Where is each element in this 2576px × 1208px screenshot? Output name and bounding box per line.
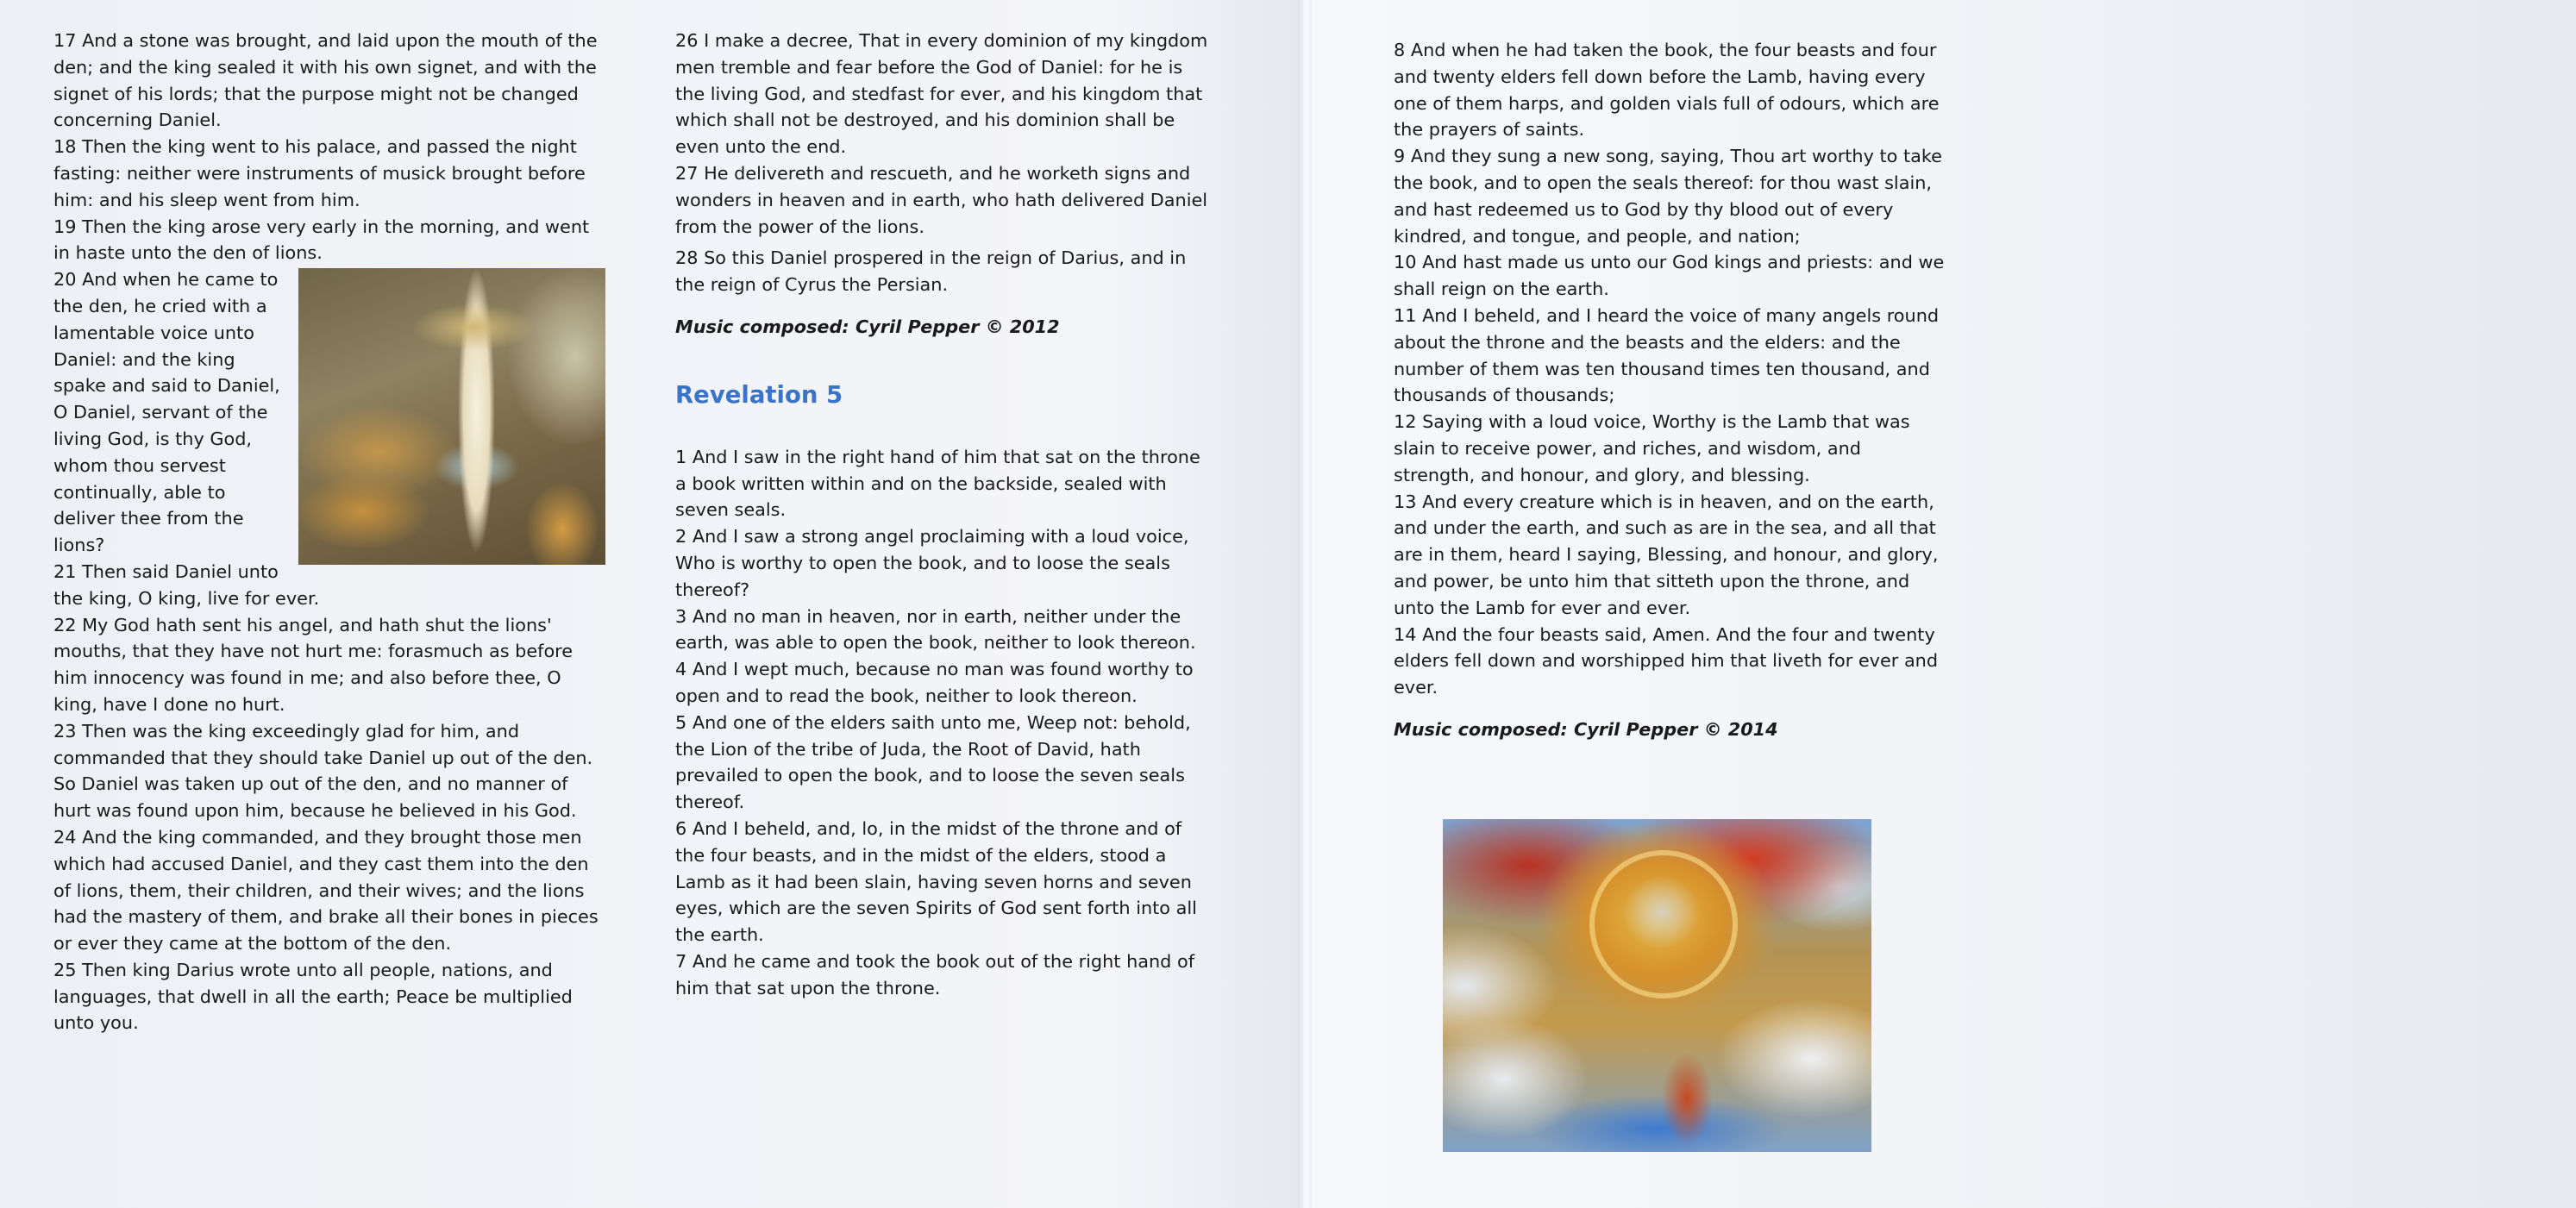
verse-28: 28 So this Daniel prospered in the reign of Darius, and in the reign of Cyrus the Persian. — [675, 247, 1187, 296]
rev-verse-1: 1 And I saw in the right hand of him that sat on the throne a book written within and on the backside, sealed with seven seals. — [675, 446, 1200, 521]
verse-22: 22 My God hath sent his angel, and hath shut the lions' mouths, that they have not hurt me: forasmuch as before him innocency was found in me; and also before thee, O king, have I done no hurt. — [53, 614, 573, 715]
daniel-revelation-column — [675, 28, 1210, 1002]
rev-verse-8: 8 And when he had taken the book, the four beasts and four and twenty elders fell down before the Lamb, having every one of them harps, and golden vials full of odours, which are the prayers of saints. — [1394, 40, 1940, 141]
verse-21: 21 Then said Daniel unto the king, O king, live for ever. — [53, 560, 320, 609]
verse-20: 20 And when he came to the den, he cried with a lamentable voice unto Daniel: and the king spake and said to Daniel, O Daniel, servant of the living God, is thy God, whom thou servest continually, able to deliver thee from the lions? — [53, 269, 280, 556]
verse-23: 23 Then was the king exceedingly glad for him, and commanded that they should take Daniel up out of the den. So Daniel was taken up out of the den, and no manner of hurt was found upon him, because he believed in his God. — [53, 720, 593, 822]
verse-25: 25 Then king Darius wrote unto all people, nations, and languages, that dwell in all the earth; Peace be multiplied unto you. — [53, 959, 573, 1034]
throne-worship-illustration — [1443, 819, 1871, 1152]
halo-arc — [1589, 850, 1738, 998]
rev-verse-3: 3 And no man in heaven, nor in earth, neither under the earth, was able to open the book, neither to look thereon. — [675, 605, 1196, 654]
rev-verse-7: 7 And he came and took the book out of the right hand of him that sat upon the throne. — [675, 950, 1195, 998]
verse-17: 17 And a stone was brought, and laid upon the mouth of the den; and the king sealed it with his own signet, and with the signet of his lords; that the purpose might not be changed concerning Daniel. — [53, 30, 598, 131]
rev-verse-4: 4 And I wept much, because no man was found worthy to open and to read the book, neither to look thereon. — [675, 659, 1194, 706]
rev-verse-11: 11 And I beheld, and I heard the voice of many angels round about the throne and the beasts and the elders: and the number of them was ten thousand times ten thousand, and thousands of thousands; — [1394, 304, 1940, 406]
rev-verse-2: 2 And I saw a strong angel proclaiming with a loud voice, Who is worthy to open the book, and to loose the seals thereof? — [675, 526, 1189, 600]
rev-verse-13: 13 And every creature which is in heaven, and on the earth, and under the earth, and such as are in the sea, and all that are in them, heard I saying, Blessing, and honour, and glory, and power, be unto him that sitteth upon the throne, and unto the Lamb for ever and ever. — [1394, 491, 1939, 618]
daniel-column — [53, 28, 605, 1036]
verse-18: 18 Then the king went to his palace, and passed the night fasting: neither were instruments of musick brought before him: and his sleep went from him. — [53, 136, 586, 210]
rev-verse-10: 10 And hast made us unto our God kings and priests: and we shall reign on the earth. — [1394, 252, 1945, 300]
rev-verse-14: 14 And the four beasts said, Amen. And the four and twenty elders fell down and worshipped him that liveth for ever and ever. — [1394, 623, 1939, 698]
verse-26: 26 I make a decree, That in every dominion of my kingdom men tremble and fear before the God of Daniel: for he is the living God, and stedfast for ever, and his kingdom that which shall not be destroyed, and his dominion shall be even unto the end. — [675, 30, 1208, 158]
verse-27: 27 He delivereth and rescueth, and he worketh signs and wonders in heaven and in earth, who hath delivered Daniel from the power of the lions. — [675, 162, 1208, 237]
rev-verse-6: 6 And I beheld, and, lo, in the midst of the throne and of the four beasts, and in the midst of the elders, stood a Lamb as it had been slain, having seven horns and seven eyes, which are the seven Spirits of God sent forth into all the earth. — [675, 817, 1197, 946]
daniel-lions-den-illustration — [298, 268, 605, 565]
rev-verse-5: 5 And one of the elders saith unto me, Weep not: behold, the Lion of the tribe of Juda, the Root of David, hath prevailed to open the book, and to loose the seven seals thereof. — [675, 711, 1191, 813]
music-credit: Music composed: Cyril Pepper © 2014 — [1394, 718, 1778, 740]
verse-24: 24 And the king commanded, and they brought those men which had accused Daniel, and they cast them into the den of lions, them, their children, and their wives; and the lions had the mastery of them, and brake all their bones in pieces or ever they came at the bottom of the den. — [53, 826, 599, 955]
rev-verse-9: 9 And they sung a new song, saying, Thou art worthy to take the book, and to open the seals thereof: for thou wast slain, and hast redeemed us to God by thy blood out of every kindred, and tongue, and people, and nation; — [1394, 146, 1942, 247]
rev-verse-12: 12 Saying with a loud voice, Worthy is the Lamb that was slain to receive power, and riches, and wisdom, and strength, and honour, and glory, and blessing. — [1394, 411, 1910, 485]
music-credit: Music composed: Cyril Pepper © 2012 — [675, 316, 1060, 337]
revelation-column — [1394, 37, 1946, 743]
booklet-fold — [1298, 0, 1312, 1208]
section-heading: Revelation 5 — [675, 380, 843, 409]
verse-19: 19 Then the king arose very early in the morning, and went in haste unto the den of lions. — [53, 216, 590, 264]
